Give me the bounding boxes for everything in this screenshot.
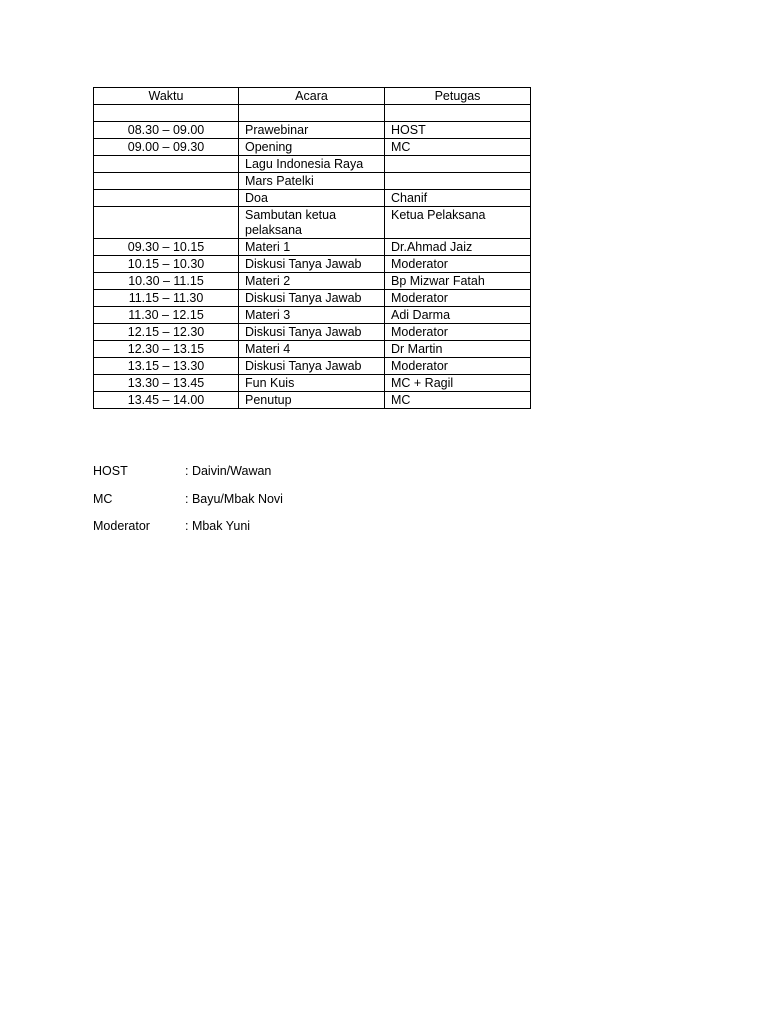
cell-waktu: 13.45 – 14.00 xyxy=(94,392,239,409)
table-row xyxy=(94,156,531,173)
cell-petugas: MC xyxy=(385,139,531,156)
header-waktu: Waktu xyxy=(94,88,239,105)
table-row xyxy=(94,122,531,139)
role-value: : Daivin/Wawan xyxy=(185,464,272,478)
cell-acara: Diskusi Tanya Jawab xyxy=(239,324,385,341)
cell-petugas: Moderator xyxy=(385,358,531,375)
cell-acara: Materi 3 xyxy=(239,307,385,324)
role-value: : Bayu/Mbak Novi xyxy=(185,491,283,506)
cell-waktu: 10.30 – 11.15 xyxy=(94,273,239,290)
table-row xyxy=(94,290,531,307)
table-row xyxy=(94,358,531,375)
cell-acara: Prawebinar xyxy=(239,122,385,139)
cell-petugas: MC + Ragil xyxy=(385,375,531,392)
cell-acara: Materi 1 xyxy=(239,239,385,256)
cell-petugas: Chanif xyxy=(385,190,531,207)
cell-acara: Materi 2 xyxy=(239,273,385,290)
table-row xyxy=(94,239,531,256)
table-row xyxy=(94,207,531,239)
table-row xyxy=(94,307,531,324)
cell-petugas: Ketua Pelaksana xyxy=(385,207,531,239)
cell-waktu: 13.15 – 13.30 xyxy=(94,358,239,375)
cell-petugas: Adi Darma xyxy=(385,307,531,324)
cell-waktu xyxy=(94,105,239,122)
cell-acara: Materi 4 xyxy=(239,341,385,358)
table-row xyxy=(94,341,531,358)
cell-petugas xyxy=(385,173,531,190)
role-list xyxy=(93,464,283,547)
role-row-mc xyxy=(93,492,283,507)
cell-petugas: Moderator xyxy=(385,256,531,273)
cell-petugas: HOST xyxy=(385,122,531,139)
cell-petugas: Dr.Ahmad Jaiz xyxy=(385,239,531,256)
role-name: Moderator xyxy=(93,519,150,533)
cell-acara: Lagu Indonesia Raya xyxy=(239,156,385,173)
cell-waktu: 12.15 – 12.30 xyxy=(94,324,239,341)
cell-waktu: 09.00 – 09.30 xyxy=(94,139,239,156)
cell-waktu: 13.30 – 13.45 xyxy=(94,375,239,392)
cell-waktu xyxy=(94,173,239,190)
table-row xyxy=(94,173,531,190)
cell-acara: Diskusi Tanya Jawab xyxy=(239,358,385,375)
cell-petugas: Moderator xyxy=(385,324,531,341)
cell-petugas xyxy=(385,105,531,122)
table-row xyxy=(94,375,531,392)
cell-waktu: 12.30 – 13.15 xyxy=(94,341,239,358)
cell-waktu: 11.15 – 11.30 xyxy=(94,290,239,307)
cell-waktu xyxy=(94,190,239,207)
cell-acara: Penutup xyxy=(239,392,385,409)
role-row-moderator xyxy=(93,519,283,534)
table-row xyxy=(94,324,531,341)
cell-waktu: 10.15 – 10.30 xyxy=(94,256,239,273)
header-petugas: Petugas xyxy=(385,88,531,105)
table-row xyxy=(94,392,531,409)
cell-acara: Opening xyxy=(239,139,385,156)
cell-acara: Mars Patelki xyxy=(239,173,385,190)
cell-acara: Sambutan ketua pelaksana xyxy=(239,207,385,239)
cell-acara: Diskusi Tanya Jawab xyxy=(239,290,385,307)
cell-acara: Diskusi Tanya Jawab xyxy=(239,256,385,273)
cell-waktu: 08.30 – 09.00 xyxy=(94,122,239,139)
table-header-row xyxy=(94,88,531,105)
role-name: MC xyxy=(93,491,113,506)
cell-acara: Doa xyxy=(239,190,385,207)
cell-waktu: 11.30 – 12.15 xyxy=(94,307,239,324)
table-row xyxy=(94,256,531,273)
table-row xyxy=(94,273,531,290)
cell-petugas: MC xyxy=(385,392,531,409)
table-row xyxy=(94,105,531,122)
role-name: HOST xyxy=(93,464,128,478)
schedule-table xyxy=(93,87,531,409)
cell-waktu: 09.30 – 10.15 xyxy=(94,239,239,256)
cell-acara xyxy=(239,105,385,122)
cell-petugas: Bp Mizwar Fatah xyxy=(385,273,531,290)
role-row-host xyxy=(93,464,283,479)
header-acara: Acara xyxy=(239,88,385,105)
table-row xyxy=(94,139,531,156)
table-row xyxy=(94,190,531,207)
cell-petugas: Moderator xyxy=(385,290,531,307)
cell-waktu xyxy=(94,156,239,173)
cell-petugas xyxy=(385,156,531,173)
cell-acara: Fun Kuis xyxy=(239,375,385,392)
role-value: : Mbak Yuni xyxy=(185,519,251,533)
cell-petugas: Dr Martin xyxy=(385,341,531,358)
cell-waktu xyxy=(94,207,239,239)
